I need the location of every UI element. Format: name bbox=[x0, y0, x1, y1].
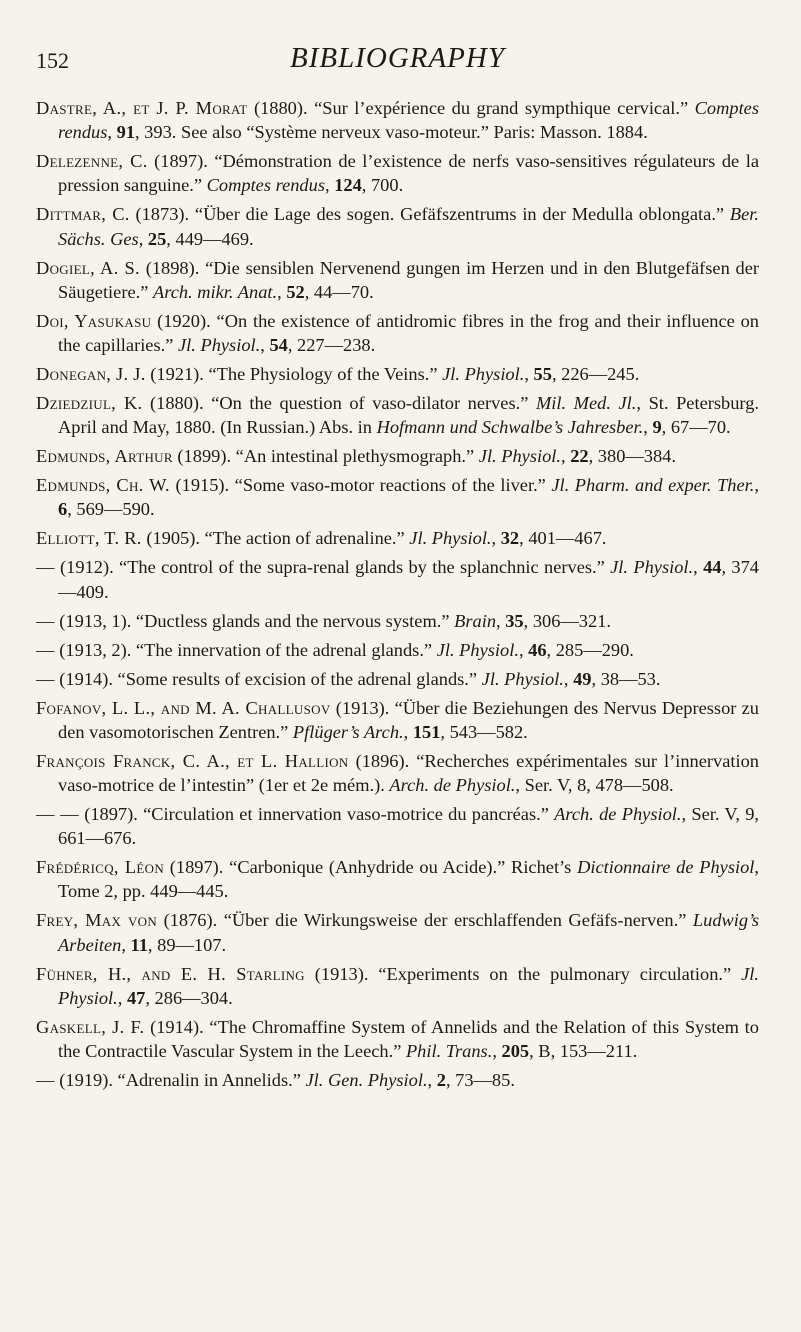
entry-rest: , 543—582. bbox=[440, 721, 528, 742]
entry-rest: , 569—590. bbox=[67, 499, 155, 520]
entry-sep: , bbox=[491, 528, 501, 549]
entry-sep: , bbox=[403, 721, 413, 742]
entry-year: (1913, 1). bbox=[54, 610, 136, 631]
entry-volume: 22 bbox=[570, 446, 589, 467]
entry-title: “The Chromaffine System of Annelids and the Relation of this System to the Contractile Vascular System in the Leech.” bbox=[58, 1016, 759, 1062]
entry-sep: , bbox=[693, 557, 704, 578]
entry-year: (1913). bbox=[304, 963, 379, 984]
entry-rest: , 38—53. bbox=[591, 668, 661, 689]
entry-volume: 32 bbox=[500, 528, 520, 549]
entry-journal: Jl. Gen. Physiol. bbox=[305, 1070, 428, 1091]
entry-year: (1899). bbox=[172, 446, 236, 467]
entry-title: “The action of adrenaline.” bbox=[204, 528, 410, 549]
bibliography-entry bbox=[36, 555, 759, 603]
entry-journal: Jl. Physiol. bbox=[442, 364, 525, 385]
bibliography-entry bbox=[36, 362, 759, 386]
entry-title: “Die sensiblen Nervenend gungen im Herzen und in den Blutgefäfsen der Säugetiere.” bbox=[58, 257, 759, 302]
entry-year: (1873). bbox=[129, 204, 195, 225]
bibliography-entry bbox=[36, 638, 759, 662]
entry-journal: Ber. Sächs. Ges bbox=[58, 204, 759, 249]
bibliography-entry bbox=[36, 391, 759, 439]
entry-author: Edmunds, Ch. W. bbox=[36, 475, 170, 496]
entry-year: (1914). bbox=[54, 668, 118, 689]
bibliography-entry bbox=[36, 1068, 759, 1092]
entry-sep: , bbox=[492, 1041, 502, 1062]
entry-year: (1920). bbox=[151, 310, 217, 331]
entry-title: “Recherches expérimentales sur l’innervation vaso-motrice de l’intestin” (1er et 2e mém.). bbox=[58, 750, 759, 796]
entry-sep: , bbox=[117, 987, 127, 1008]
entry-author: François Franck, C. A., et L. Hallion bbox=[36, 750, 349, 771]
entry-volume: 2 bbox=[436, 1070, 446, 1091]
entry-rest: , 226—245. bbox=[551, 364, 640, 385]
bibliography-entry bbox=[36, 962, 759, 1010]
entry-volume: 11 bbox=[130, 934, 148, 955]
entry-title: “Ductless glands and the nervous system.” bbox=[135, 610, 455, 631]
entry-journal: Brain bbox=[454, 610, 497, 631]
entry-sep: , bbox=[277, 281, 287, 302]
entry-author: Dastre, A., et J. P. Morat bbox=[36, 98, 248, 118]
bibliography-entry bbox=[36, 96, 759, 144]
entry-author: — bbox=[36, 610, 55, 631]
entry-volume: 52 bbox=[286, 281, 305, 302]
entry-author: Elliott, T. R. bbox=[36, 528, 142, 549]
entry-title: “The control of the supra-renal glands by the splanchnic nerves.” bbox=[119, 557, 611, 578]
entry-rest: , 393. See also “Système nerveux vaso-moteur.” Paris: Masson. 1884. bbox=[134, 122, 648, 143]
entry-volume: 54 bbox=[269, 335, 288, 356]
entry-title: “The innervation of the adrenal glands.” bbox=[135, 639, 437, 660]
bibliography-entry bbox=[36, 908, 759, 956]
entry-title: “Carbonique (Anhydride ou Acide).” Richet’s bbox=[229, 857, 578, 878]
entry-volume: 49 bbox=[573, 668, 592, 689]
entry-volume: 47 bbox=[126, 987, 146, 1008]
entry-year: (1898). bbox=[139, 257, 206, 278]
entry-year: (1905). bbox=[141, 528, 205, 549]
entry-author: Gaskell, J. F. bbox=[36, 1016, 145, 1037]
entry-journal: Arch. mikr. Anat. bbox=[152, 281, 278, 302]
entry-sep: , bbox=[524, 364, 534, 385]
entry-volume: 151 bbox=[412, 721, 441, 742]
entry-title: “An intestinal plethysmograph.” bbox=[235, 446, 479, 467]
entry-journal: Jl. Pharm. and exper. Ther. bbox=[551, 475, 755, 496]
entry-sep: , bbox=[324, 175, 335, 196]
entry-year: (1897). bbox=[147, 151, 215, 172]
bibliography-list bbox=[36, 96, 759, 1092]
entry-rest: , 227—238. bbox=[287, 335, 376, 356]
entry-author: Doi, Yasukasu bbox=[36, 310, 152, 331]
entry-sep: , bbox=[643, 417, 653, 438]
entry-journal: Arch. de Physiol. bbox=[389, 775, 516, 796]
entry-rest: , 89—107. bbox=[147, 934, 227, 955]
entry-author: — bbox=[36, 557, 55, 578]
entry-author: — bbox=[36, 639, 55, 660]
entry-sep: , bbox=[563, 668, 574, 689]
entry-author: Edmunds, Arthur bbox=[36, 446, 173, 467]
entry-sep: , bbox=[754, 475, 759, 496]
entry-rest: Ser. V, 9, 661—676. bbox=[58, 804, 759, 849]
entry-author: — bbox=[36, 668, 55, 689]
entry-year: (1915). bbox=[169, 475, 235, 496]
entry-sep: , bbox=[427, 1070, 437, 1091]
entry-journal: Jl. Physiol. bbox=[58, 963, 759, 1008]
entry-sep: , bbox=[518, 639, 529, 660]
entry-sep: , bbox=[515, 775, 525, 796]
entry-author: Fühner, H., and E. H. Starling bbox=[36, 963, 305, 984]
entry-author: Dziedziul, K. bbox=[36, 393, 143, 414]
bibliography-entry bbox=[36, 526, 759, 550]
entry-year: (1880). bbox=[247, 98, 315, 118]
entry-rest: , 374—409. bbox=[58, 557, 759, 602]
entry-author: Frédéricq, Léon bbox=[36, 857, 165, 878]
entry-title: “Some results of excision of the adrenal glands.” bbox=[117, 668, 482, 689]
bibliography-entry bbox=[36, 1015, 759, 1063]
entry-rest: , 44—70. bbox=[304, 281, 374, 302]
entry-title: “Über die Beziehungen des Nervus Depressor zu den vasomotorischen Zentren.” bbox=[58, 697, 759, 742]
entry-rest: Tome 2, pp. 449—445. bbox=[58, 881, 229, 902]
bibliography-entry bbox=[36, 749, 759, 797]
running-head: BIBLIOGRAPHY bbox=[290, 42, 505, 74]
entry-title: “Some vaso-motor reactions of the liver.” bbox=[234, 475, 552, 496]
entry-journal: Mil. Med. Jl. bbox=[535, 393, 637, 414]
entry-volume: 205 bbox=[501, 1041, 530, 1062]
entry-title: “Experiments on the pulmonary circulation.” bbox=[378, 963, 742, 984]
entry-volume: 124 bbox=[334, 175, 362, 196]
entry-author: Dogiel, A. S. bbox=[36, 257, 140, 278]
entry-journal: Pflüger’s Arch. bbox=[292, 721, 404, 742]
entry-journal: Dictionnaire de Physiol bbox=[577, 857, 755, 878]
entry-author: Delezenne, C. bbox=[36, 151, 148, 172]
entry-volume: 55 bbox=[533, 364, 552, 385]
bibliography-entry bbox=[36, 802, 759, 850]
entry-journal: Phil. Trans. bbox=[405, 1041, 493, 1062]
entry-volume: 35 bbox=[505, 610, 524, 631]
bibliography-entry bbox=[36, 696, 759, 744]
entry-journal: Arch. de Physiol. bbox=[554, 804, 682, 825]
entry-volume: 46 bbox=[528, 639, 547, 660]
entry-rest: , 700. bbox=[361, 175, 404, 196]
entry-journal: Ludwig’s Arbeiten bbox=[58, 910, 759, 955]
entry-author: Frey, Max von bbox=[36, 910, 158, 931]
entry-author: — — bbox=[36, 804, 79, 825]
entry-title: “On the question of vaso-dilator nerves.” bbox=[211, 393, 536, 414]
entry-rest: Ser. V, 8, 478—508. bbox=[524, 775, 674, 796]
entry-title: “Adrenalin in Annelids.” bbox=[117, 1070, 306, 1091]
entry-title: “Über die Wirkungsweise der erschlaffenden Gefäfs-nerven.” bbox=[223, 910, 693, 931]
entry-sep: , bbox=[260, 335, 270, 356]
entry-volume: 44 bbox=[703, 557, 722, 578]
entry-year: (1913, 2). bbox=[54, 639, 136, 660]
bibliography-entry bbox=[36, 444, 759, 468]
entry-author: Fofanov, L. L., and M. A. Challusov bbox=[36, 697, 331, 718]
entry-year: (1919). bbox=[54, 1070, 118, 1091]
entry-year: (1912). bbox=[54, 557, 120, 578]
entry-sep: , bbox=[561, 446, 571, 467]
entry-rest: St. Petersburg. April and May, 1880. (In Russian.) Abs. in bbox=[58, 393, 759, 438]
entry-year: (1913). bbox=[330, 697, 395, 718]
entry-author: — bbox=[36, 1070, 55, 1091]
entry-journal: Comptes rendus bbox=[58, 98, 759, 143]
entry-volume: 25 bbox=[147, 228, 167, 249]
entry-title: “Circulation et innervation vaso-motrice du pancréas.” bbox=[143, 804, 555, 825]
entry-journal: Jl. Physiol. bbox=[178, 335, 261, 356]
entry-year: (1880). bbox=[142, 393, 212, 414]
bibliography-entry bbox=[36, 855, 759, 903]
bibliography-entry bbox=[36, 149, 759, 197]
entry-author: Dittmar, C. bbox=[36, 204, 130, 225]
bibliography-entry bbox=[36, 473, 759, 521]
entry-rest: , 380—384. bbox=[588, 446, 676, 467]
entry-sep: , bbox=[681, 804, 692, 825]
bibliography-entry bbox=[36, 202, 759, 250]
entry-rest: , 449—469. bbox=[166, 228, 254, 249]
entry-journal: Jl. Physiol. bbox=[478, 446, 562, 467]
entry-title: “On the existence of antidromic fibres in the frog and their influence on the capillaries.” bbox=[58, 310, 759, 356]
entry-sep: , bbox=[121, 934, 131, 955]
entry-year: (1914). bbox=[144, 1016, 210, 1037]
entry-title: “Démonstration de l’existence de nerfs vaso-sensitives régulateurs de la pression sanguine.” bbox=[58, 151, 760, 196]
entry-volume: 91 bbox=[116, 122, 135, 143]
entry-rest: , 73—85. bbox=[445, 1070, 515, 1091]
entry-volume: 9 bbox=[652, 417, 662, 438]
bibliography-entry bbox=[36, 256, 759, 304]
entry-journal: Comptes rendus bbox=[206, 175, 325, 196]
entry-title: “Sur l’expérience du grand sympthique cervical.” bbox=[314, 98, 695, 118]
entry-year: (1921). bbox=[145, 364, 209, 385]
entry-journal: Jl. Physiol. bbox=[436, 639, 519, 660]
entry-year: (1876). bbox=[157, 910, 224, 931]
entry-journal: Hofmann und Schwalbe’s Jahresber. bbox=[376, 417, 644, 438]
entry-sep: , bbox=[138, 228, 148, 249]
entry-rest: , 401—467. bbox=[519, 528, 607, 549]
bibliography-entry bbox=[36, 667, 759, 691]
entry-journal: Jl. Physiol. bbox=[610, 557, 694, 578]
entry-journal: Jl. Physiol. bbox=[481, 668, 564, 689]
entry-rest: , 67—70. bbox=[661, 417, 731, 438]
bibliography-entry bbox=[36, 609, 759, 633]
bibliography-entry bbox=[36, 309, 759, 357]
entry-sep: , bbox=[107, 122, 117, 143]
entry-author: Donegan, J. J. bbox=[36, 364, 146, 385]
entry-year: (1896). bbox=[348, 750, 417, 771]
entry-journal: Jl. Physiol. bbox=[409, 528, 492, 549]
entry-rest: , B, 153—211. bbox=[529, 1041, 638, 1062]
entry-title: “The Physiology of the Veins.” bbox=[208, 364, 443, 385]
entry-year: (1897). bbox=[78, 804, 144, 825]
entry-title: “Über die Lage des sogen. Gefäfszentrums in der Medulla oblongata.” bbox=[194, 204, 730, 225]
entry-rest: , 286—304. bbox=[145, 987, 233, 1008]
entry-sep: , bbox=[496, 610, 506, 631]
entry-sep: , bbox=[754, 857, 759, 878]
entry-volume: 6 bbox=[58, 499, 68, 520]
entry-sep: , bbox=[636, 393, 649, 414]
entry-year: (1897). bbox=[164, 857, 230, 878]
page-header bbox=[36, 38, 759, 74]
page-number: 152 bbox=[36, 48, 69, 73]
entry-rest: , 306—321. bbox=[523, 610, 611, 631]
entry-rest: , 285—290. bbox=[546, 639, 634, 660]
